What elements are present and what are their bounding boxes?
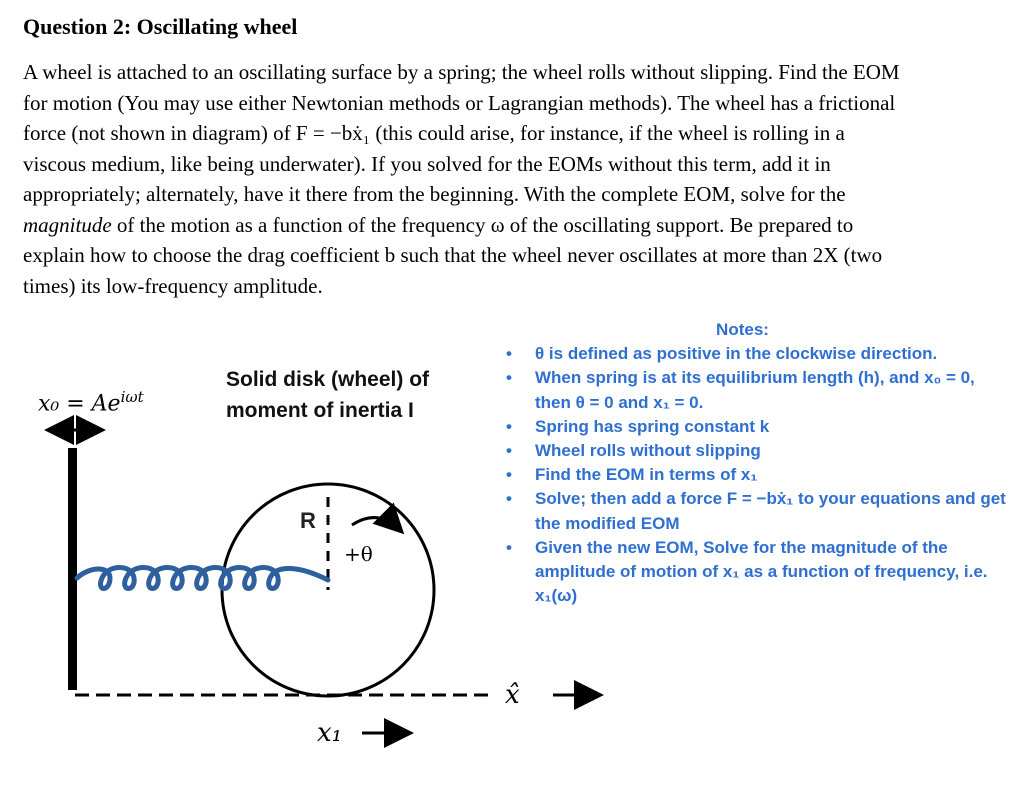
- x0-label-exponent: iωt: [120, 388, 144, 406]
- problem-line: viscous medium, like being underwater). If you solved for the EOMs without this term, add it in: [23, 151, 831, 176]
- note-item: • Wheel rolls without slipping: [506, 441, 761, 461]
- note-text: Spring has spring constant k: [535, 416, 770, 436]
- magnitude-emphasis: magnitude: [23, 212, 112, 237]
- problem-line: explain how to choose the drag coefficient b such that the wheel never oscillates at more than 2X (two: [23, 243, 883, 267]
- note-item: • Given the new EOM, Solve for the magnitude of the amplitude of motion of x₁ as a function of frequency, i.e. x₁(ω): [506, 537, 988, 606]
- problem-line: A wheel is attached to an oscillating surface by a spring; the wheel rolls without slipping. Find the EOM: [23, 60, 900, 84]
- note-text: Solve; then add a force F = −bẋ₁ to your equations and get the modified EOM: [535, 489, 1006, 533]
- notes-panel: [500, 318, 1015, 608]
- spring-coil: [77, 568, 328, 589]
- x0-label: [38, 388, 144, 416]
- note-item: • Solve; then add a force F = −bẋ₁ to your equations and get the modified EOM: [506, 489, 1006, 533]
- problem-line: for motion (You may use either Newtonian methods or Lagrangian methods). The wheel has a frictional: [23, 90, 896, 115]
- note-item: • Find the EOM in terms of x₁: [506, 465, 758, 485]
- note-text: When spring is at its equilibrium length (h), and x₀ = 0, then θ = 0 and x₁ = 0.: [535, 368, 975, 412]
- oscillating-wall: [68, 448, 77, 690]
- theta-rotation-arrow-icon: [352, 518, 400, 530]
- wheel-label: [226, 364, 429, 426]
- note-item: • Spring has spring constant k: [506, 416, 770, 436]
- xhat-label: x̂: [505, 680, 520, 710]
- note-item: • θ is defined as positive in the clockwise direction.: [506, 344, 938, 364]
- wheel-label-line1: Solid disk (wheel) of: [226, 368, 430, 391]
- x1-label: x₁: [317, 718, 343, 748]
- problem-line: magnitude of the motion as a function of the frequency ω of the oscillating support. Be prepared to: [23, 212, 854, 237]
- note-item: • When spring is at its equilibrium length (h), and x₀ = 0, then θ = 0 and x₁ = 0.: [506, 368, 975, 412]
- problem-line: appropriately; alternately, have it there from the beginning. With the complete EOM, solve for the: [23, 182, 846, 206]
- note-text: Wheel rolls without slipping: [535, 441, 761, 461]
- wheel-label-line2: moment of inertia I: [226, 399, 414, 422]
- theta-label: +θ: [344, 542, 373, 566]
- radius-label: R: [300, 508, 316, 533]
- note-text: θ is defined as positive in the clockwise direction.: [535, 344, 938, 364]
- note-text: Given the new EOM, Solve for the magnitude of the amplitude of motion of x₁ as a function of frequency, i.e. x₁(ω): [535, 537, 988, 606]
- notes-list: [500, 342, 1015, 608]
- notes-title: Notes:: [716, 320, 769, 339]
- problem-line: force (not shown in diagram) of F = −bẋ₁ (this could arise, for instance, if the wheel is rolling in a: [23, 121, 845, 145]
- note-text: Find the EOM in terms of x₁: [535, 465, 758, 485]
- problem-line: times) its low-frequency amplitude.: [23, 273, 323, 298]
- question-title: Question 2: Oscillating wheel: [23, 14, 298, 39]
- x0-label-base: x₀ = Ae: [38, 391, 121, 417]
